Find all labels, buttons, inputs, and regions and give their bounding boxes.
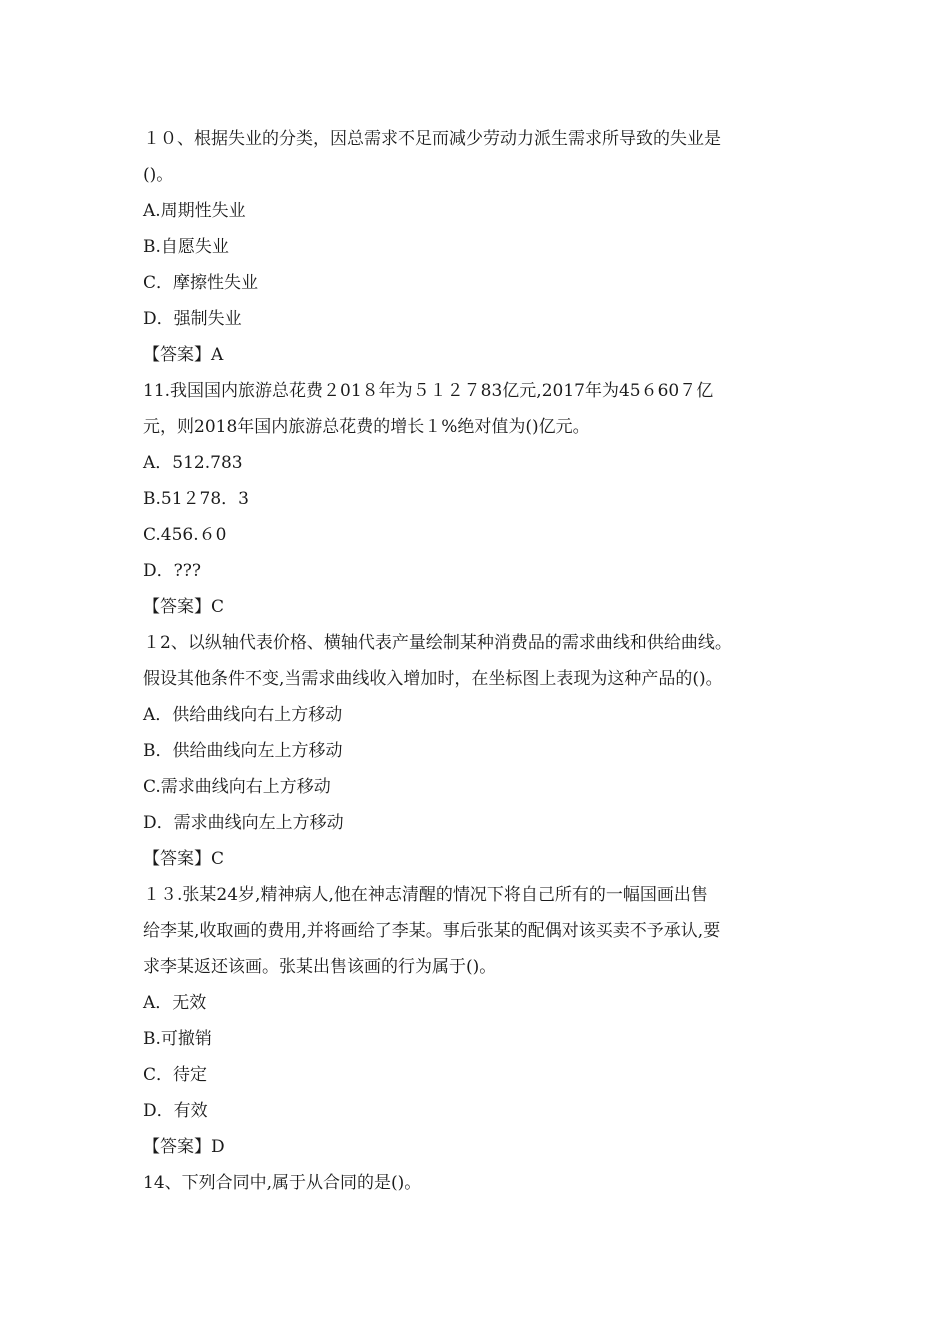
- question-10-option-a: A.周期性失业: [143, 201, 246, 221]
- question-11-option-a: A．512.783: [143, 453, 243, 473]
- question-11-option-c: C.456.６0: [143, 525, 227, 545]
- question-10-option-c: C．摩擦性失业: [143, 273, 259, 293]
- question-12-option-d: D．需求曲线向左上方移动: [143, 813, 344, 833]
- question-11-option-b: B.51２78．3: [143, 489, 249, 509]
- question-10-answer: 【答案】A: [143, 345, 224, 365]
- question-11-answer: 【答案】C: [143, 597, 225, 617]
- document-body: [143, 121, 823, 1201]
- question-12-text-line-2: 假设其他条件不变,当需求曲线收入增加时，在坐标图上表现为这种产品的()。: [143, 669, 723, 689]
- question-12-option-b: B．供给曲线向左上方移动: [143, 741, 343, 761]
- question-13-option-c: C．待定: [143, 1065, 208, 1085]
- question-13-answer: 【答案】D: [143, 1137, 225, 1157]
- question-13-text-line-2: 给李某,收取画的费用,并将画给了李某。事后张某的配偶对该买卖不予承认,要: [143, 921, 721, 941]
- question-11-option-d: D．???: [143, 561, 201, 581]
- question-10-text-line-2: ()。: [143, 165, 174, 185]
- question-10-text-line-1: １０、根据失业的分类，因总需求不足而减少劳动力派生需求所导致的失业是: [143, 129, 721, 149]
- question-12-text-line-1: １2、以纵轴代表价格、横轴代表产量绘制某种消费品的需求曲线和供给曲线。: [143, 633, 732, 653]
- question-12-option-a: A．供给曲线向右上方移动: [143, 705, 343, 725]
- question-11-text-line-2: 元，则2018年国内旅游总花费的增长１%绝对值为()亿元。: [143, 417, 590, 437]
- question-12-answer: 【答案】C: [143, 849, 225, 869]
- question-10-option-d: D．强制失业: [143, 309, 242, 329]
- question-13-option-a: A．无效: [143, 993, 207, 1013]
- question-11-text-line-1: 11.我国国内旅游总花费２01８年为５１２７83亿元,2017年为45６60７亿: [143, 381, 714, 401]
- question-13-option-d: D．有效: [143, 1101, 208, 1121]
- question-13-text-line-3: 求李某返还该画。张某出售该画的行为属于()。: [143, 957, 497, 977]
- question-14-text-line-1: 14、下列合同中,属于从合同的是()。: [143, 1173, 422, 1193]
- question-10-option-b: B.自愿失业: [143, 237, 229, 257]
- question-13-text-line-1: １３.张某24岁,精神病人,他在神志清醒的情况下将自己所有的一幅国画出售: [143, 885, 708, 905]
- question-12-option-c: C.需求曲线向右上方移动: [143, 777, 331, 797]
- question-13-option-b: B.可撤销: [143, 1029, 212, 1049]
